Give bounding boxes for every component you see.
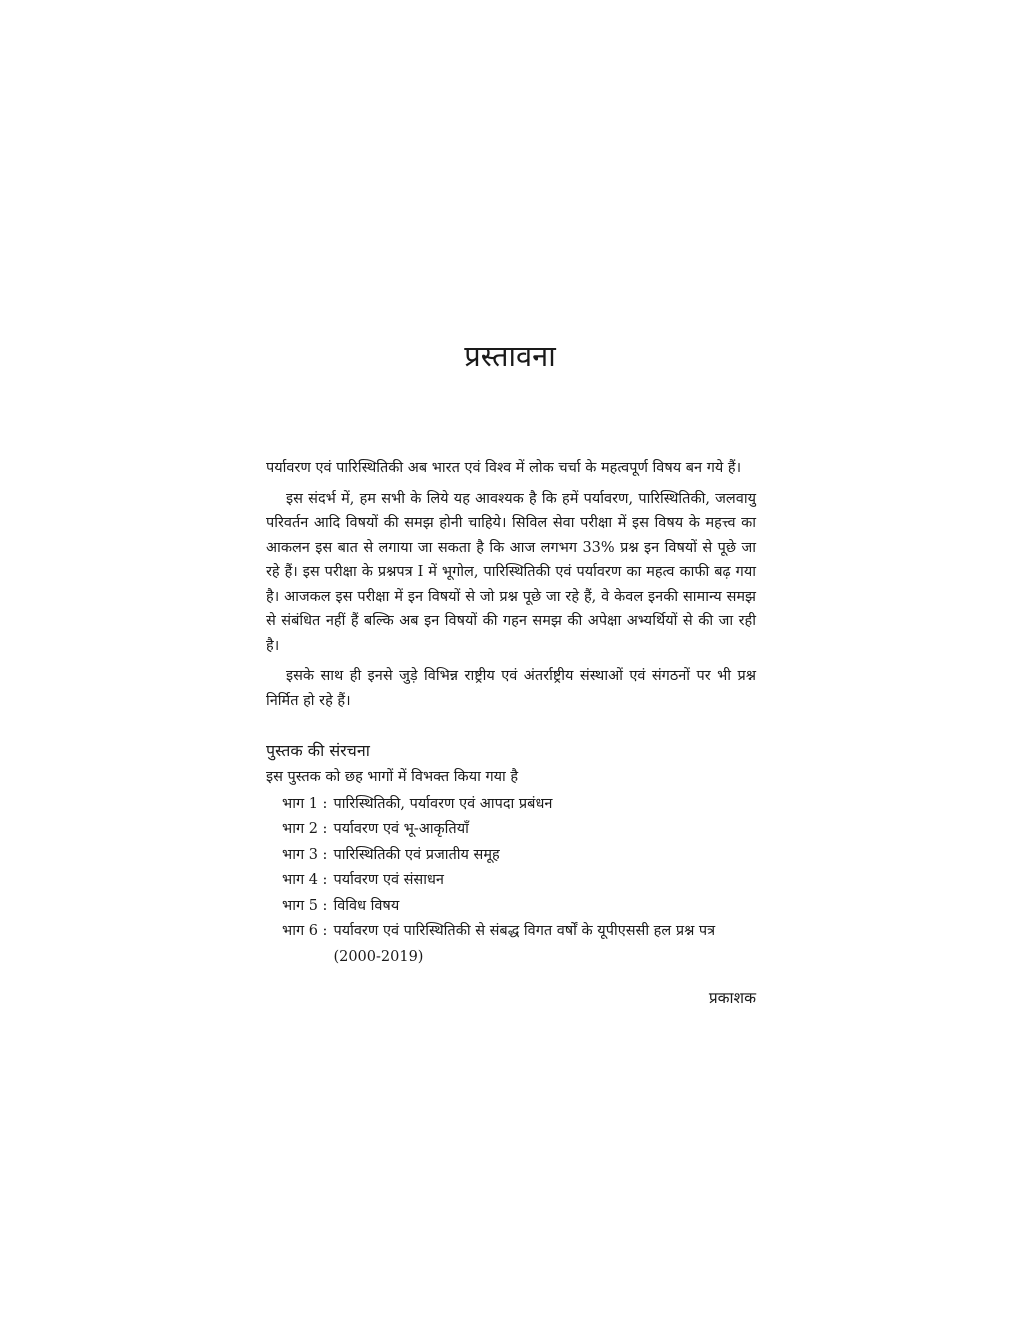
part-text: पर्यावरण एवं पारिस्थितिकी से संबद्ध विगत वर्षों के यूपीएससी हल प्रश्न पत्र (2000-2019)	[333, 923, 716, 965]
part-label: भाग 4 :	[282, 872, 328, 888]
part-text: पारिस्थितिकी, पर्यावरण एवं आपदा प्रबंधन	[333, 795, 553, 812]
intro-paragraph-1: पर्यावरण एवं पारिस्थितिकी अब भारत एवं विश्व में लोक चर्चा के महत्वपूर्ण विषय बन गये हैं।	[266, 460, 742, 476]
preface-content	[266, 456, 756, 1010]
structure-heading: पुस्तक की संरचना	[266, 741, 370, 760]
part-label: भाग 2 :	[282, 821, 328, 837]
part-text: पर्यावरण एवं संसाधन	[333, 872, 444, 888]
part-item-3	[282, 843, 756, 869]
part-item-1	[282, 792, 756, 818]
part-label: भाग 3 :	[282, 846, 328, 863]
publisher-signature: प्रकाशक	[708, 989, 756, 1007]
part-label: भाग 5 :	[282, 897, 328, 914]
part-item-5	[282, 894, 756, 920]
part-item-2	[282, 817, 756, 843]
intro-paragraph-3: इसके साथ ही इनसे जुड़े विभिन्न राष्ट्रीय एवं अंतर्राष्ट्रीय संस्थाओं एवं संगठनों पर भी प्रश्न निर्मित हो रहे हैं।	[266, 668, 756, 709]
part-item-6	[282, 919, 756, 970]
intro-paragraph-2: इस संदर्भ में, हम सभी के लिये यह आवश्यक है कि हमें पर्यावरण, पारिस्थितिकी, जलवायु परिवर्तन आदि विषयों की समझ होनी चाहिये। सिविल सेवा परीक्षा में इस विषय के महत्त्व का आकलन इस बात से लगाया जा सकता है कि आज लगभग 33% प्रश्न इन विषयों से पूछे जा रहे हैं। इस परीक्षा के प्रश्नपत्र I में भूगोल, पारिस्थितिकी एवं पर्यावरण का महत्व काफी बढ़ गया है। आजकल इस परीक्षा में इन विषयों से जो प्रश्न पूछे जा रहे हैं, वे केवल इनकी सामान्य समझ से संबंधित नहीं हैं बल्कि अब इन विषयों की गहन समझ की अपेक्षा अभ्यर्थियों से की जा रही है।	[266, 490, 756, 654]
structure-intro: इस पुस्तक को छह भागों में विभक्त किया गया है	[266, 769, 519, 785]
part-text: पर्यावरण एवं भू-आकृतियाँ	[333, 821, 469, 837]
part-text: पारिस्थितिकी एवं प्रजातीय समूह	[333, 846, 500, 863]
part-label: भाग 6 :	[282, 923, 328, 939]
page-title: प्रस्तावना	[464, 339, 556, 373]
parts-list	[266, 792, 756, 971]
part-item-4	[282, 868, 756, 894]
part-label: भाग 1 :	[282, 795, 328, 812]
part-text: विविध विषय	[333, 897, 400, 914]
